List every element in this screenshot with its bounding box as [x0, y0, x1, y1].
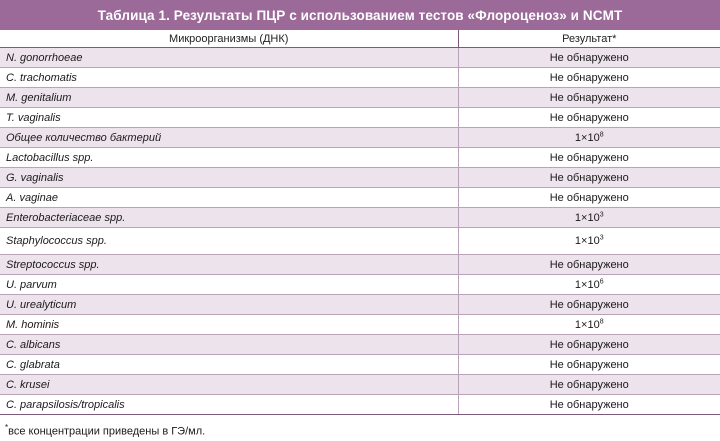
organism-cell: N. gonorrhoeae: [0, 48, 458, 68]
result-cell: $1\times 10^8$: [458, 315, 720, 335]
organism-cell: A. vaginae: [0, 188, 458, 208]
result-cell: Не обнаружено: [458, 295, 720, 315]
organism-cell: M. hominis: [0, 315, 458, 335]
result-cell: Не обнаружено: [458, 88, 720, 108]
result-cell: Не обнаружено: [458, 355, 720, 375]
table-row: [0, 395, 720, 415]
footnote-text: все концентрации приведены в ГЭ/мл.: [8, 425, 206, 438]
footnote-mark: *: [5, 423, 9, 432]
exponent: 6: [599, 277, 604, 285]
footnote: [5, 423, 205, 438]
table-title: Таблица 1. Результаты ПЦР с использованием тестов «Флороценоз» и NCMT: [0, 0, 720, 30]
organism-cell: Streptococcus spp.: [0, 255, 458, 275]
table-row: [0, 335, 720, 355]
organism-cell: C. parapsilosis/tropicalis: [0, 395, 458, 415]
organism-cell: Lactobacillus spp.: [0, 148, 458, 168]
organism-cell: Staphylococcus spp.: [0, 228, 458, 255]
result-cell: Не обнаружено: [458, 148, 720, 168]
exponent: 8: [599, 130, 604, 138]
table-row: [0, 375, 720, 395]
result-cell: Не обнаружено: [458, 108, 720, 128]
organism-cell: G. vaginalis: [0, 168, 458, 188]
organism-cell: T. vaginalis: [0, 108, 458, 128]
table-row: [0, 255, 720, 275]
organism-cell: U. parvum: [0, 275, 458, 295]
result-cell: $1\times 10^6$: [458, 275, 720, 295]
exponent: 3: [599, 234, 604, 242]
table-header-row: [0, 30, 720, 48]
table-row: [0, 315, 720, 335]
table-row: [0, 275, 720, 295]
organism-cell: M. genitalium: [0, 88, 458, 108]
organism-cell: C. albicans: [0, 335, 458, 355]
table-row: [0, 188, 720, 208]
organism-cell: Enterobacteriaceae spp.: [0, 208, 458, 228]
table-row: [0, 168, 720, 188]
organism-cell: Общее количество бактерий: [0, 128, 458, 148]
result-cell: Не обнаружено: [458, 188, 720, 208]
result-cell: $1\times 10^3$: [458, 228, 720, 255]
results-table: [0, 30, 720, 415]
table-row: [0, 208, 720, 228]
organism-cell: C. trachomatis: [0, 68, 458, 88]
table-row: [0, 48, 720, 68]
result-cell: Не обнаружено: [458, 255, 720, 275]
organism-cell: C. glabrata: [0, 355, 458, 375]
exponent: 3: [599, 210, 604, 218]
result-cell: Не обнаружено: [458, 395, 720, 415]
table-row: [0, 128, 720, 148]
table-row: [0, 68, 720, 88]
table-row: [0, 228, 720, 255]
result-cell: $1\times 10^3$: [458, 208, 720, 228]
organism-cell: U. urealyticum: [0, 295, 458, 315]
table-row: [0, 148, 720, 168]
result-cell: Не обнаружено: [458, 168, 720, 188]
organism-cell: C. krusei: [0, 375, 458, 395]
column-header-result: Результат*: [458, 30, 720, 48]
result-cell: Не обнаружено: [458, 48, 720, 68]
table-row: [0, 88, 720, 108]
result-cell: $1\times 10^8$: [458, 128, 720, 148]
table-row: [0, 108, 720, 128]
table-row: [0, 295, 720, 315]
exponent: 8: [599, 317, 604, 325]
table-row: [0, 355, 720, 375]
result-cell: Не обнаружено: [458, 68, 720, 88]
column-header-organism: Микроорганизмы (ДНК): [0, 30, 458, 48]
result-cell: Не обнаружено: [458, 375, 720, 395]
result-cell: Не обнаружено: [458, 335, 720, 355]
